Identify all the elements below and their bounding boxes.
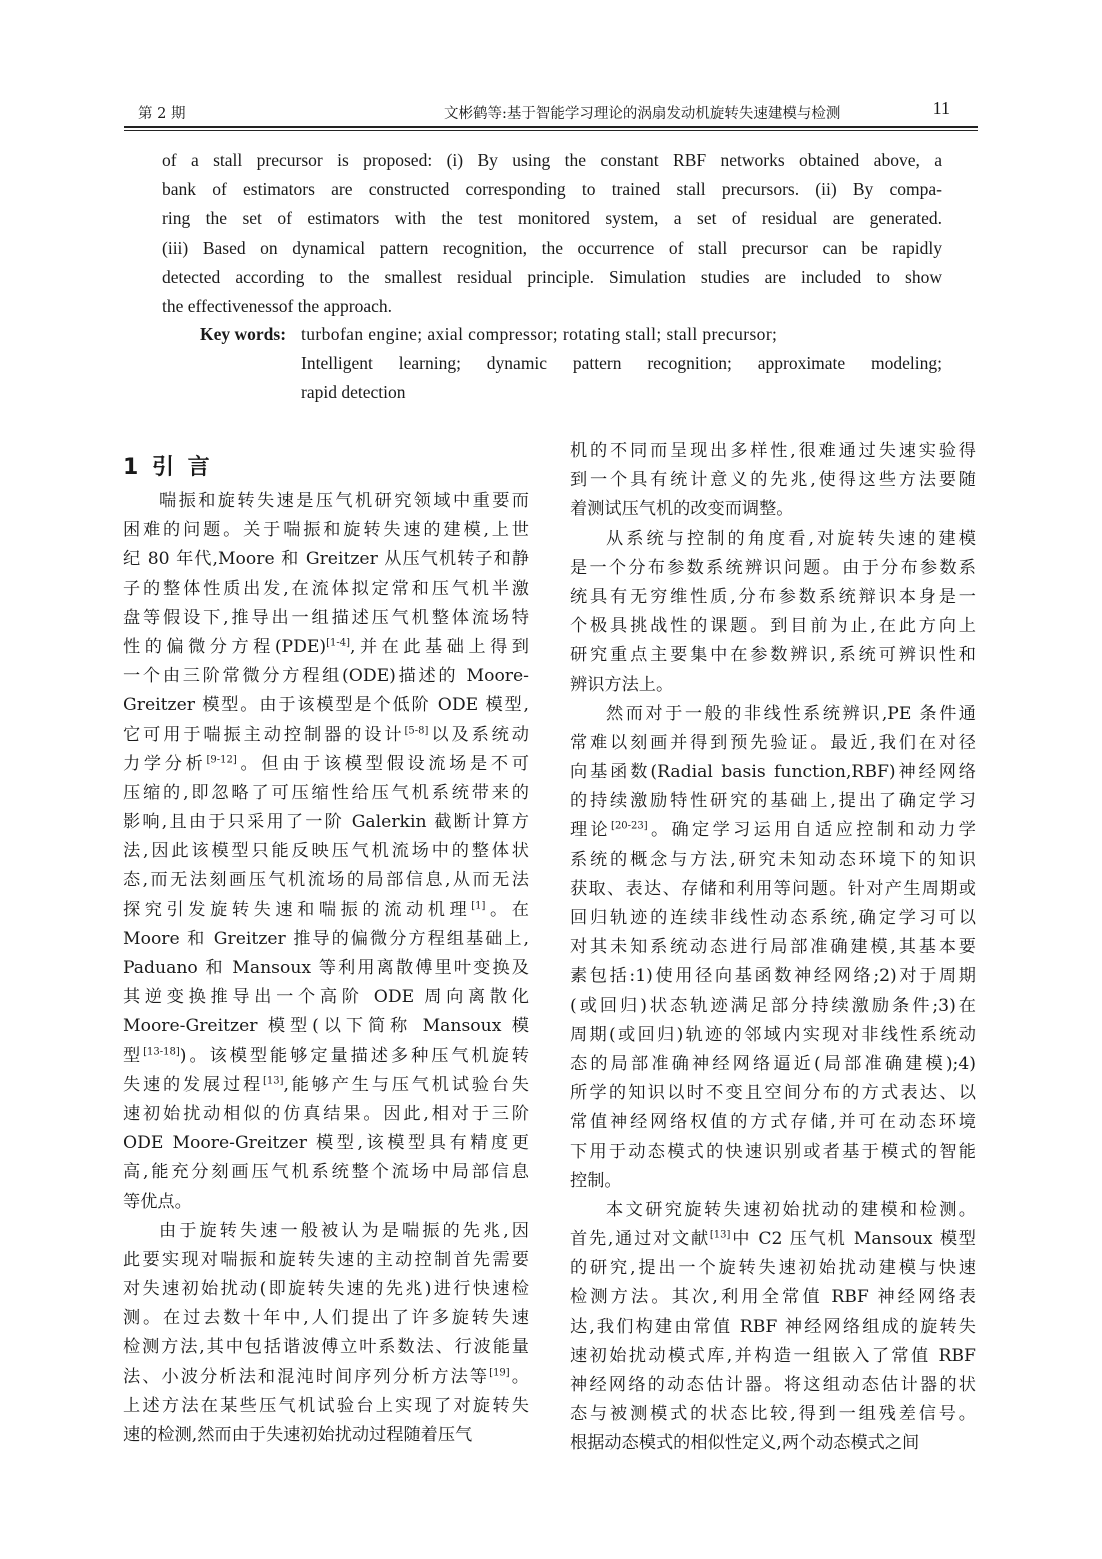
text-line: 影响,且由于只采用了一阶 Galerkin 截断计算方: [123, 812, 529, 833]
text-line: 根据动态模式的相似性定义,两个动态模式之间: [570, 1433, 920, 1454]
page-number: 11: [932, 98, 950, 118]
text-line: 速的检测,然而由于失速初始扰动过程随着压气: [123, 1425, 473, 1445]
text-line: 下用于动态模式的快速识别或者基于模式的智能: [570, 1141, 976, 1162]
text-line: 法,因此该模型只能反映压气机流场中的整体状: [123, 841, 529, 862]
text-line: 机的不同而呈现出多样性,很难通过失速实验得: [570, 441, 976, 461]
keywords-line: turbofan engine; axial compressor; rotating stall; stall precursor;: [301, 324, 778, 344]
text-line: 研究重点主要集中在参数辨识,系统可辨识性和: [570, 645, 976, 666]
text-line: 困难的问题。关于喘振和旋转失速的建模,上世: [123, 520, 529, 541]
text-line: 素包括:1)使用径向基函数神经网络;2)对于周期: [570, 966, 976, 987]
running-title: 文彬鹤等:基于智能学习理论的涡扇发动机旋转失速建模与检测: [444, 106, 841, 122]
text-line: 探究引发旋转失速和喘振的流动机理[1]。在: [123, 899, 529, 920]
keywords-line: rapid detection: [301, 382, 406, 403]
text-line: 上述方法在某些压气机试验台上实现了对旋转失: [123, 1395, 529, 1416]
text-line: 速初始扰动模式库,并构造一组嵌入了常值 RBF: [570, 1345, 976, 1366]
text-line: 对失速初始扰动(即旋转失速的先兆)进行快速检: [123, 1279, 529, 1300]
text-line: 周期(或回归)轨迹的邻域内实现对非线性系统动: [570, 1024, 976, 1045]
text-line: 的研究,提出一个旋转失速初始扰动建模与快速: [570, 1258, 976, 1279]
text-line: 本文研究旋转失速初始扰动的建模和检测。: [606, 1199, 976, 1220]
text-line: 一个由三阶常微分方程组(ODE)描述的 Moore-: [123, 666, 529, 687]
text-line: 辨识方法上。: [570, 674, 674, 695]
text-line: 喘振和旋转失速是压气机研究领域中重要而: [159, 491, 529, 511]
text-line: 系统的概念与方法,研究未知动态环境下的知识: [570, 849, 976, 870]
text-line: 达,我们构建由常值 RBF 神经网络组成的旋转失: [570, 1316, 976, 1337]
text-line: 态的局部准确神经网络逼近(局部准确建模);4): [570, 1053, 976, 1074]
section-heading: 1 引 言: [123, 455, 213, 480]
running-header: [124, 100, 978, 128]
text-line: 从系统与控制的角度看,对旋转失速的建模: [606, 528, 976, 549]
text-line: 统具有无穷维性质,分布参数系统辩识本身是一: [570, 586, 976, 607]
text-line: 此要实现对喘振和旋转失速的主动控制首先需要: [123, 1249, 529, 1270]
text-line: 测。在过去数十年中,人们提出了许多旋转失速: [123, 1308, 529, 1329]
abstract-text: [162, 146, 942, 321]
abstract-line: detected according to the smallest residual principle. Simulation studies are included to show: [162, 266, 942, 287]
text-line: 检测方法。其次,利用全常值 RBF 神经网络表: [570, 1287, 976, 1308]
text-line: 性的偏微分方程(PDE)[1-4],并在此基础上得到: [123, 636, 529, 657]
text-line: 首先,通过对文献[13]中 C2 压气机 Mansoux 模型: [570, 1229, 976, 1250]
issue-number: 第 2 期: [138, 106, 186, 122]
abstract-line: the effectivenessof the approach.: [162, 296, 392, 317]
text-line: ODE Moore-Greitzer 模型,该模型具有精度更: [123, 1133, 529, 1154]
text-line: 到一个具有统计意义的先兆,使得这些方法要随: [570, 470, 976, 491]
abstract-line: (iii) Based on dynamical pattern recognition, the occurrence of stall precursor can be rapidly: [162, 237, 942, 258]
text-line: Moore-Greitzer 模型(以下简称 Mansoux 模: [123, 1016, 529, 1037]
right-column: [570, 437, 976, 1459]
abstract-line: ring the set of estimators with the test monitored system, a set of residual are generated.: [162, 208, 942, 229]
abstract-line: of a stall precursor is proposed: (i) By using the constant RBF networks obtained above, a: [162, 150, 942, 170]
text-line: 压缩的,即忽略了可压缩性给压气机系统带来的: [123, 782, 529, 803]
text-line: 着测试压气机的改变而调整。: [570, 499, 794, 520]
text-line: 向基函数(Radial basis function,RBF)神经网络: [570, 762, 976, 783]
text-line: 对其未知系统动态进行局部准确建模,其基本要: [570, 937, 976, 958]
text-line: 态,而无法刻画压气机流场的局部信息,从而无法: [123, 870, 529, 891]
text-line: 速初始扰动相似的仿真结果。因此,相对于三阶: [123, 1103, 529, 1124]
text-line: 理论[20-23]。确定学习运用自适应控制和动力学: [570, 820, 976, 841]
keywords-label: Key words:: [200, 324, 287, 344]
text-line: 由于旋转失速一般被认为是喘振的先兆,因: [159, 1220, 529, 1241]
text-line: Moore 和 Greitzer 推导的偏微分方程组基础上,: [123, 928, 529, 949]
text-line: 盘等假设下,推导出一组描述压气机整体流场特: [123, 607, 529, 628]
text-line: 它可用于喘振主动控制器的设计[5-8]以及系统动: [123, 724, 529, 745]
text-line: 高,能充分刻画压气机系统整个流场中局部信息: [123, 1162, 529, 1183]
text-line: Greitzer 模型。由于该模型是个低阶 ODE 模型,: [123, 695, 529, 716]
text-line: 常值神经网络权值的方式存储,并可在动态环境: [570, 1112, 976, 1133]
text-line: 检测方法,其中包括谐波傅立叶系数法、行波能量: [123, 1337, 529, 1358]
text-line: 然而对于一般的非线性系统辨识,PE 条件通: [606, 703, 976, 724]
text-line: 个极具挑战性的课题。到目前为止,在此方向上: [570, 616, 976, 637]
text-line: 纪 80 年代,Moore 和 Greitzer 从压气机转子和静: [123, 549, 529, 570]
text-line: 所学的知识以时不变且空间分布的方式表达、以: [570, 1083, 976, 1104]
text-line: 常难以刻画并得到预先验证。最近,我们在对径: [570, 732, 976, 753]
text-line: 失速的发展过程[13],能够产生与压气机试验台失: [123, 1074, 529, 1095]
text-line: 态与被测模式的状态比较,得到一组残差信号。: [570, 1404, 976, 1425]
text-line: (或回归)状态轨迹满足部分持续激励条件;3)在: [570, 995, 976, 1016]
text-line: 子的整体性质出发,在流体拟定常和压气机半激: [123, 578, 529, 599]
left-column: [123, 487, 529, 1450]
text-line: 回归轨迹的连续非线性动态系统,确定学习可以: [570, 908, 976, 928]
text-line: 的持续激励特性研究的基础上,提出了确定学习: [570, 791, 976, 812]
abstract-line: bank of estimators are constructed corresponding to trained stall precursors. (ii) By compa-: [162, 179, 942, 200]
text-line: 其逆变换推导出一个高阶 ODE 周向离散化: [123, 987, 529, 1008]
text-line: 法、小波分析法和混沌时间序列分析方法等[19]。: [123, 1366, 529, 1387]
text-line: 控制。: [570, 1170, 622, 1191]
text-line: 等优点。: [123, 1191, 192, 1212]
text-line: 型[13-18])。该模型能够定量描述多种压气机旋转: [123, 1045, 529, 1066]
text-line: 获取、表达、存储和利用等问题。针对产生周期或: [570, 878, 976, 899]
keywords-list: [301, 320, 942, 408]
text-line: 力学分析[9-12]。但由于该模型假设流场是不可: [123, 753, 529, 774]
text-line: Paduano 和 Mansoux 等利用离散傅里叶变换及: [123, 958, 529, 978]
text-line: 是一个分布参数系统辨识问题。由于分布参数系: [570, 557, 976, 578]
text-line: 神经网络的动态估计器。将这组动态估计器的状: [570, 1375, 976, 1395]
keywords-line: Intelligent learning; dynamic pattern recognition; approximate modeling;: [301, 353, 942, 374]
